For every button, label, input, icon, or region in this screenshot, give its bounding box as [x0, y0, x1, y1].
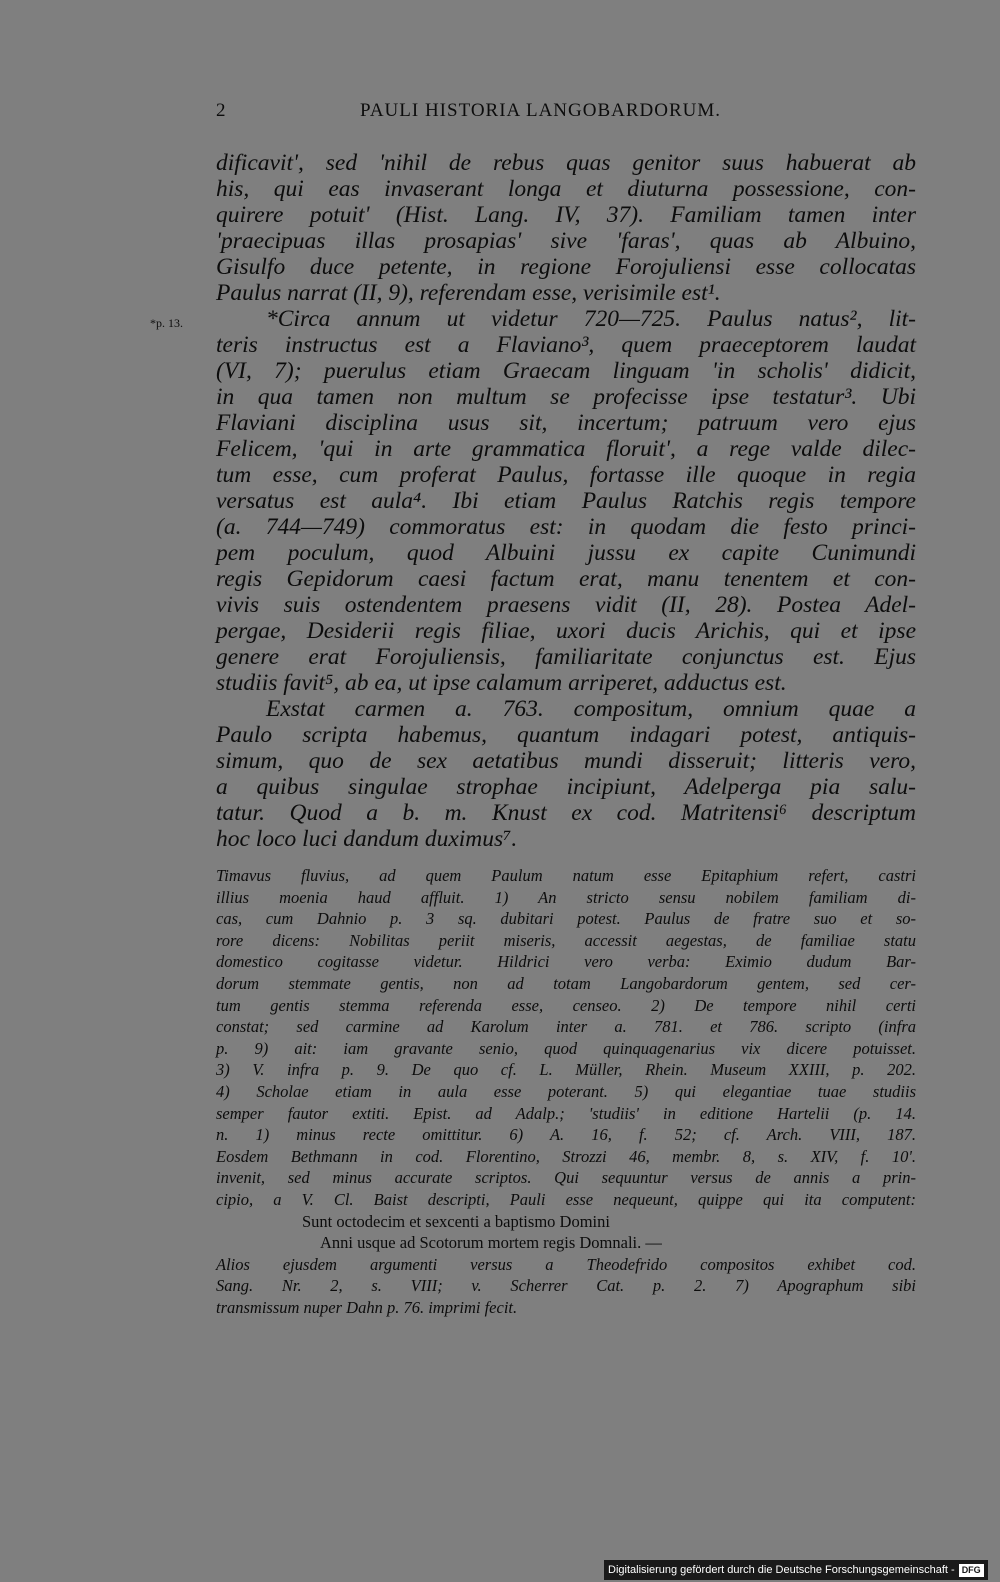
- footnote-line: illius moenia haud affluit. 1) An stricto sensu nobilem familiam di-: [216, 887, 916, 907]
- footnote-line: 3) V. infra p. 9. De quo cf. L. Müller, Rhein. Museum XXIII, p. 202.: [216, 1060, 916, 1080]
- body-line: simum, quo de sex aetatibus mundi disseruit; litteris vero,: [216, 748, 916, 774]
- footnote-line: semper fautor extiti. Epist. ad Adalp.; 'studiis' in editione Hartelii (p. 14.: [216, 1103, 916, 1123]
- page-number: 2: [216, 100, 227, 121]
- page-header: [216, 100, 916, 130]
- verse-line: Anni usque ad Scotorum mortem regis Domnali. —: [320, 1233, 662, 1253]
- body-line: genere erat Forojuliensis, familiaritate conjunctus est. Ejus: [216, 644, 916, 670]
- body-line: pergae, Desiderii regis filiae, uxori ducis Arichis, qui et ipse: [216, 618, 916, 644]
- footnote-line: Timavus fluvius, ad quem Paulum natum esse Epitaphium refert, castri: [216, 866, 916, 885]
- footnote-line: Alios ejusdem argumenti versus a Theodefrido compositos exhibet cod.: [216, 1254, 916, 1274]
- body-line: Flaviani disciplina usus sit, incertum; patruum vero ejus: [216, 410, 916, 436]
- body-line: a quibus singulae strophae incipiunt, Adelperga pia salu-: [216, 774, 916, 800]
- footnote-line: Sang. Nr. 2, s. VIII; v. Scherrer Cat. p. 2. 7) Apographum sibi: [216, 1276, 916, 1296]
- body-line: Exstat carmen a. 763. compositum, omnium quae a: [266, 696, 916, 722]
- footnote-line: invenit, sed minus accurate scriptos. Qui sequuntur versus de annis a prin-: [216, 1168, 916, 1188]
- dfg-logo: DFG: [959, 1564, 984, 1577]
- body-line: pem poculum, quod Albuini jussu ex capite Cunimundi: [216, 540, 916, 566]
- running-title: PAULI HISTORIA LANGOBARDORUM.: [360, 100, 722, 121]
- verse-line: Sunt octodecim et sexcenti a baptismo Domini: [302, 1211, 610, 1231]
- footnote-line: constat; sed carmine ad Karolum inter a. 781. et 786. scripto (infra: [216, 1017, 916, 1037]
- footnote-line: p. 9) ait: iam gravante senio, quod quinquagenarius vix dicere potuisset.: [216, 1038, 916, 1058]
- footnote-line: cipio, a V. Cl. Baist descripti, Pauli esse nequeunt, quippe qui ita computent:: [216, 1189, 916, 1209]
- body-line: dificavit', sed 'nihil de rebus quas genitor suus habuerat ab: [216, 150, 916, 176]
- footnotes: [216, 865, 916, 1318]
- body-line: (a. 744—749) commoratus est: in quodam die festo princi-: [216, 514, 916, 540]
- body-line: studiis favit⁵, ab ea, ut ipse calamum arriperet, adductus est.: [216, 670, 787, 696]
- funding-footer: [604, 1560, 988, 1580]
- body-line: his, qui eas invaserant longa et diuturna possessione, con-: [216, 176, 916, 202]
- footnote-line: transmissum nuper Dahn p. 76. imprimi fecit.: [216, 1297, 518, 1317]
- footnote-line: n. 1) minus recte omittitur. 6) A. 16, f. 52; cf. Arch. VIII, 187.: [216, 1125, 916, 1145]
- body-line: quirere potuit' (Hist. Lang. IV, 37). Familiam tamen inter: [216, 202, 916, 228]
- footnote-line: cas, cum Dahnio p. 3 sq. dubitari potest. Paulus de fratre suo et so-: [216, 909, 916, 929]
- footnote-line: dorum stemmate gentis, non ad totam Langobardorum gentem, sed cer-: [216, 973, 916, 993]
- footnote-line: domestico cogitasse videtur. Hildrici vero verba: Eximio dudum Bar-: [216, 952, 916, 972]
- body-line: tatur. Quod a b. m. Knust ex cod. Matritensi⁶ descriptum: [216, 800, 916, 826]
- body-line: versatus est aula⁴. Ibi etiam Paulus Ratchis regis tempore: [216, 488, 916, 514]
- body-line: Gisulfo duce petente, in regione Forojuliensi esse collocatas: [216, 254, 916, 280]
- footnote-line: tum gentis stemma referenda esse, censeo. 2) De tempore nihil certi: [216, 995, 916, 1015]
- footnote-line: 4) Scholae etiam in aula esse poterant. 5) qui elegantiae tuae studiis: [216, 1081, 916, 1101]
- body-line: tum esse, cum proferat Paulus, fortasse ille quoque in regia: [216, 462, 916, 488]
- funding-text: Digitalisierung gefördert durch die Deutsche Forschungsgemeinschaft -: [608, 1564, 955, 1576]
- body-line: vivis suis ostendentem praesens vidit (II, 28). Postea Adel-: [216, 592, 916, 618]
- body-line: regis Gepidorum caesi factum erat, manu tenentem et con-: [216, 566, 916, 592]
- body-line: 'praecipuas illas prosapias' sive 'faras', quas ab Albuino,: [216, 228, 916, 254]
- body-line: (VI, 7); puerulus etiam Graecam linguam 'in scholis' didicit,: [216, 358, 916, 384]
- margin-page-reference: *p. 13.: [150, 316, 183, 330]
- footnote-line: Eosdem Bethmann in cod. Florentino, Strozzi 46, membr. 8, s. XIV, f. 10'.: [216, 1146, 916, 1166]
- body-line: in qua tamen non multum se profecisse ipse testatur³. Ubi: [216, 384, 916, 410]
- body-line: teris instructus est a Flaviano³, quem praeceptorem laudat: [216, 332, 916, 358]
- main-text: [216, 150, 916, 852]
- footnote-line: rore dicens: Nobilitas periit miseris, accessit aegestas, de familiae statu: [216, 930, 916, 950]
- body-line: Paulo scripta habemus, quantum indagari potest, antiquis-: [216, 722, 916, 748]
- body-line: *Circa annum ut videtur 720—725. Paulus natus², lit-: [266, 306, 916, 332]
- body-line: hoc loco luci dandum duximus⁷.: [216, 826, 518, 852]
- body-line: Paulus narrat (II, 9), referendam esse, verisimile est¹.: [216, 280, 721, 306]
- body-line: Felicem, 'qui in arte grammatica floruit', a rege valde dilec-: [216, 436, 916, 462]
